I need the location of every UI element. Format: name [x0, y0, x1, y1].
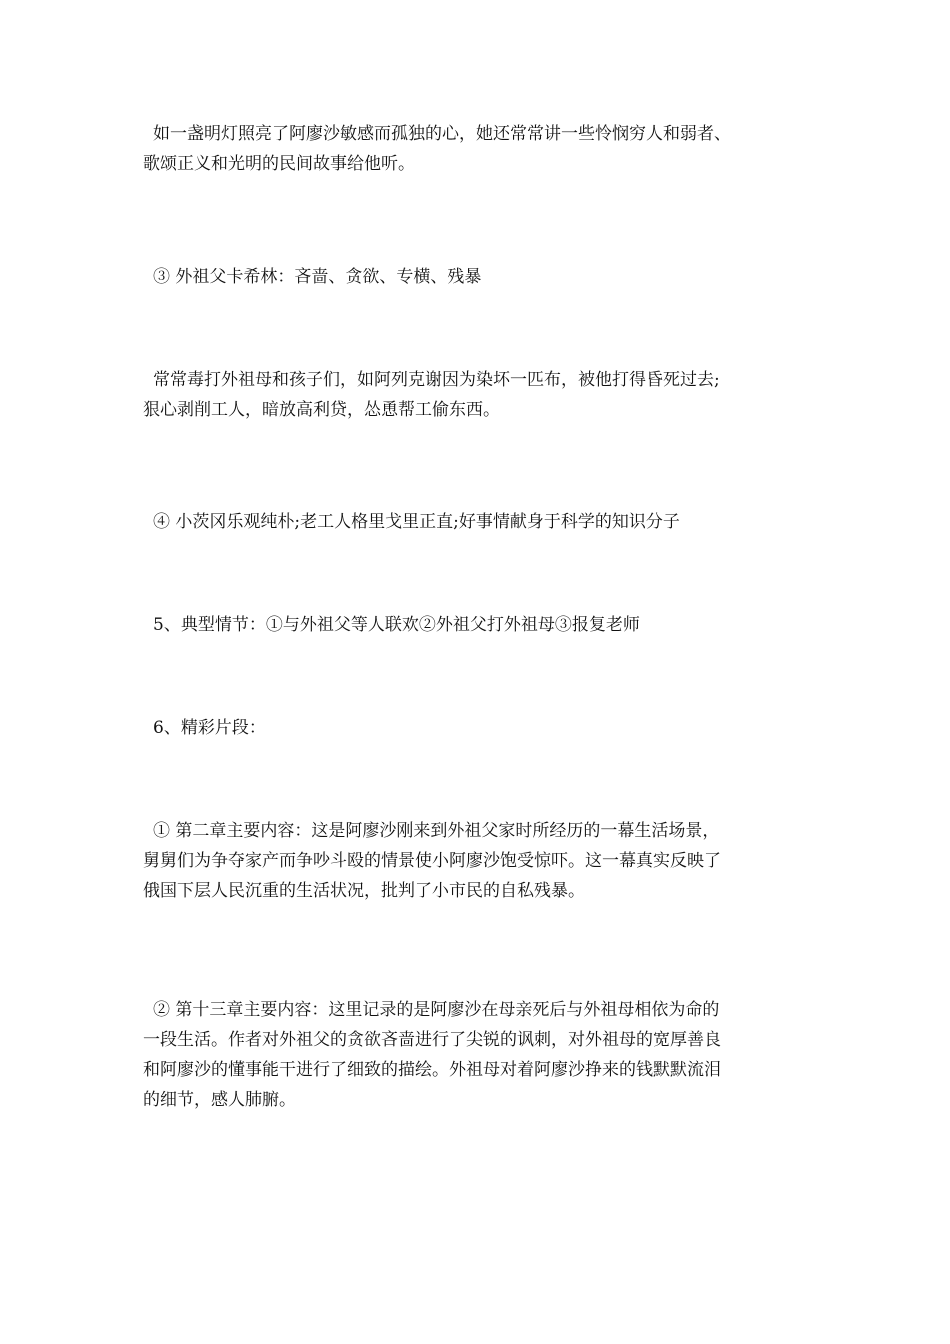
text-line: 和阿廖沙的懂事能干进行了细致的描绘。外祖母对着阿廖沙挣来的钱默默流泪: [143, 1060, 721, 1080]
text-line: 5、典型情节：①与外祖父等人联欢②外祖父打外祖母③报复老师: [153, 615, 640, 635]
text-line: 如一盏明灯照亮了阿廖沙敏感而孤独的心，她还常常讲一些怜悯穷人和弱者、: [153, 124, 731, 144]
text-line: ④ 小茨冈乐观纯朴;老工人格里戈里正直;好事情献身于科学的知识分子: [153, 512, 680, 532]
text-line: 俄国下层人民沉重的生活状况，批判了小市民的自私残暴。: [143, 881, 585, 901]
paragraph-chapter-two: [143, 816, 808, 906]
paragraph-excerpts-heading: [143, 713, 808, 743]
text-line: 歌颂正义和光明的民间故事给他听。: [143, 154, 415, 174]
text-line: 6、精彩片段：: [153, 718, 266, 738]
paragraph-grandfather-description: [143, 365, 808, 425]
text-line: ① 第二章主要内容：这是阿廖沙刚来到外祖父家时所经历的一幕生活场景，: [153, 821, 720, 841]
text-line: ② 第十三章主要内容：这里记录的是阿廖沙在母亲死后与外祖母相依为命的: [153, 1000, 720, 1020]
paragraph-grandfather-heading: [143, 262, 808, 292]
text-line: 的细节，感人肺腑。: [143, 1090, 296, 1110]
paragraph-typical-plots: [143, 610, 808, 640]
text-line: 狠心剥削工人，暗放高利贷，怂恿帮工偷东西。: [143, 400, 500, 420]
text-line: 舅舅们为争夺家产而争吵斗殴的情景使小阿廖沙饱受惊吓。这一幕真实反映了: [143, 851, 721, 871]
paragraph-other-characters: [143, 507, 808, 537]
text-line: ③ 外祖父卡希林：吝啬、贪欲、专横、残暴: [153, 267, 482, 287]
paragraph-chapter-thirteen: [143, 995, 808, 1115]
text-line: 一段生活。作者对外祖父的贪欲吝啬进行了尖锐的讽刺，对外祖母的宽厚善良: [143, 1030, 721, 1050]
text-line: 常常毒打外祖母和孩子们，如阿列克谢因为染坏一匹布，被他打得昏死过去;: [153, 370, 720, 390]
paragraph-grandmother-description: [143, 119, 808, 179]
